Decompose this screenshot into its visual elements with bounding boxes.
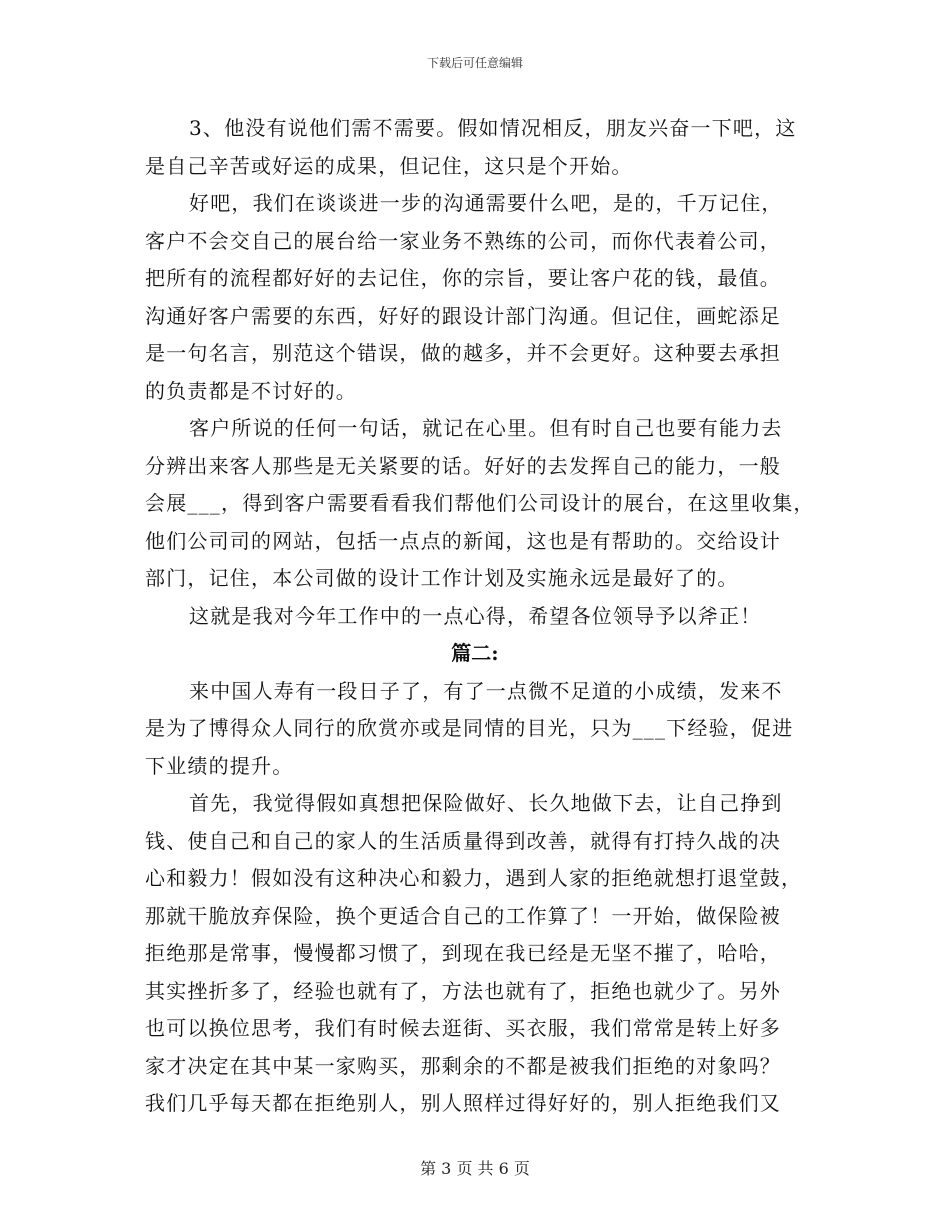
paragraph	[145, 410, 815, 598]
paragraph	[145, 673, 805, 786]
text-line: 部门，记住，本公司做的设计工作计划及实施永远是最好了的。	[145, 566, 739, 590]
text-line: 钱、使自己和自己的家人的生活质量得到改善，就得有打持久战的决	[145, 828, 781, 853]
paragraph	[145, 185, 805, 410]
page-footer: 第 3 页 共 6 页	[420, 1159, 530, 1178]
text-line: 拒绝那是常事，慢慢都习惯了，到现在我已经是无坚不摧了，哈哈，	[145, 941, 781, 965]
text-line: 3、他没有说他们需不需要。假如情况相反，朋友兴奋一下吧，这	[189, 116, 797, 140]
text-line: 的负责都是不讨好的。	[145, 378, 357, 403]
text-line: 会展___，得到客户需要看看我们帮他们公司设计的展台，在这里收集，	[145, 491, 815, 515]
section-heading: 篇二:	[451, 641, 499, 665]
page-header: 下载后可任意编辑	[426, 56, 523, 70]
text-line: 下业绩的提升。	[145, 753, 294, 778]
text-line: 也可以换位思考，我们有时候去逛街、买衣服，我们常常是转上好多	[145, 1016, 781, 1040]
text-line: 来中国人寿有一段日子了，有了一点微不足道的小成绩，发来不	[189, 678, 783, 703]
text-line: 这就是我对今年工作中的一点心得，希望各位领导予以斧正！	[189, 603, 762, 628]
text-line: 沟通好客户需要的东西，好好的跟设计部门沟通。但记住，画蛇添足	[145, 303, 781, 328]
text-line: 心和毅力！假如没有这种决心和毅力，遇到人家的拒绝就想打退堂鼓，	[145, 866, 803, 890]
text-line: 客户所说的任何一句话，就记在心里。但有时自己也要有能力去	[189, 416, 783, 440]
text-line: 把所有的流程都好好的去记住，你的宗旨，要让客户花的钱，最值。	[145, 266, 781, 290]
text-line: 家才决定在其中某一家购买，那剩余的不都是被我们拒绝的对象吗？	[145, 1053, 781, 1078]
paragraph	[145, 785, 805, 1123]
paragraph	[145, 110, 805, 185]
text-line: 他们公司司的网站，包括一点点的新闻，这也是有帮助的。交给设计	[145, 528, 781, 553]
text-line: 好吧，我们在谈谈进一步的沟通需要什么吧，是的，千万记住，	[189, 191, 783, 215]
text-line: 首先，我觉得假如真想把保险做好、长久地做下去，让自己挣到	[189, 791, 783, 815]
text-line: 是一句名言，别范这个错误，做的越多，并不会更好。这种要去承担	[145, 341, 781, 365]
text-line: 其实挫折多了，经验也就有了，方法也就有了，拒绝也就少了。另外	[145, 978, 781, 1003]
text-line: 是自己辛苦或好运的成果，但记住，这只是个开始。	[145, 153, 633, 178]
paragraph	[145, 598, 805, 636]
text-line: 那就干脆放弃保险，换个更适合自己的工作算了！一开始，做保险被	[145, 903, 781, 928]
text-line: 分辨出来客人那些是无关紧要的话。好好的去发挥自己的能力，一般	[145, 453, 781, 478]
text-line: 是为了博得众人同行的欣赏亦或是同情的目光，只为___下经验，促进	[145, 716, 794, 740]
document-body	[145, 110, 815, 1123]
text-line: 我们几乎每天都在拒绝别人，别人照样过得好好的，别人拒绝我们又	[145, 1091, 781, 1115]
text-line: 客户不会交自己的展台给一家业务不熟练的公司，而你代表着公司，	[145, 228, 781, 253]
